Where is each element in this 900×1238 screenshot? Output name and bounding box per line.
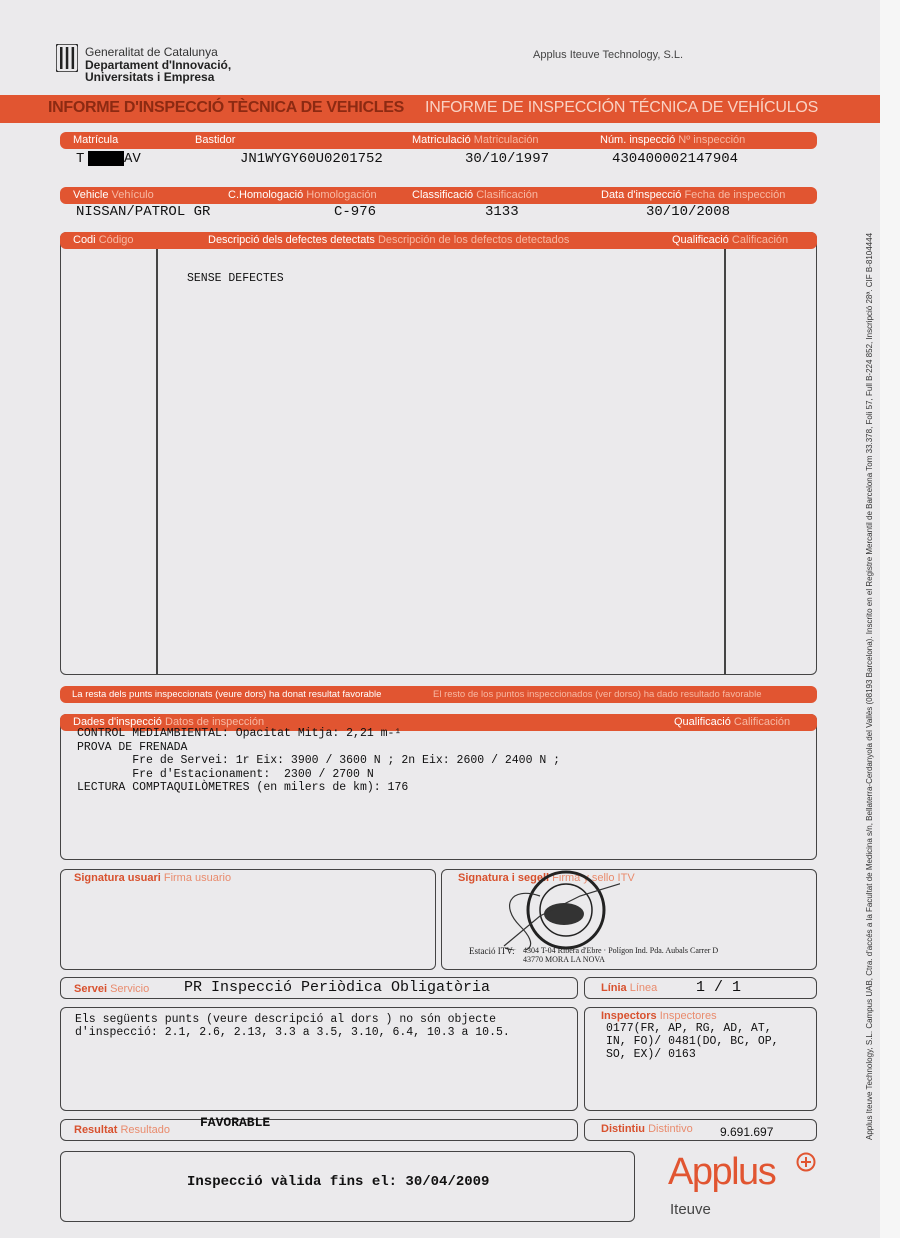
inspectors-es: Inspectores bbox=[659, 1010, 717, 1022]
defects-table bbox=[60, 232, 817, 675]
label-matriculacio: Matriculació bbox=[412, 134, 471, 146]
label-qualificacio: Qualificació bbox=[672, 234, 729, 246]
value-bastidor: JN1WYGY60U0201752 bbox=[240, 151, 383, 167]
value-num-inspeccio: 430400002147904 bbox=[612, 151, 739, 167]
servei-value: PR Inspecció Periòdica Obligatòria bbox=[184, 979, 491, 996]
label-num-inspeccio: Núm. inspecció bbox=[600, 134, 676, 146]
resta-es: El resto de los puntos inspeccionados (ver dorso) ha dado resultado favorable bbox=[433, 689, 762, 700]
value-vehicle: NISSAN/PATROL GR bbox=[76, 204, 211, 220]
inspectors-ca: Inspectors bbox=[601, 1010, 657, 1022]
signatura-itv-es: Firma y sello ITV bbox=[552, 872, 635, 884]
inspectors-line3: SO, EX)/ 0163 bbox=[606, 1048, 696, 1061]
signatura-usuari-ca: Signatura usuari bbox=[74, 872, 161, 884]
side-legal-text: Applus Iteuve Technology, S.L. Campus UAB, Ctra. d'accés a la Facultat de Medicina s/n, Bellaterra-Cerdanyola del Vallès (08193 Barcelona). Inscrito en el Registre Mercantil de Barcelona Tom 33.378, Foli 57, Full B-224 852, Inscripció 28ª. CIF B-8104444 bbox=[865, 232, 874, 1140]
label-codi-es: Código bbox=[98, 234, 134, 246]
distintiu-value: 9.691.697 bbox=[720, 1125, 774, 1139]
redaction-block bbox=[88, 151, 124, 166]
dades-line1: CONTROL MEDIAMBIENTAL: Opacitat Mitja: 2,21 m-¹ bbox=[77, 727, 402, 740]
value-matriculacio: 30/10/1997 bbox=[465, 151, 550, 167]
label-distintiu bbox=[601, 1123, 693, 1135]
label-descripcio: Descripció dels defectes detectats bbox=[208, 234, 375, 246]
label-classificacio: Classificació bbox=[412, 189, 474, 201]
resultat-ca: Resultat bbox=[74, 1124, 118, 1136]
title-es: INFORME DE INSPECCIÓN TÉCNICA DE VEHÍCULOS bbox=[425, 99, 819, 116]
stamp-label: Estació ITV: bbox=[469, 946, 515, 956]
dades-line2: PROVA DE FRENADA bbox=[77, 741, 188, 754]
label-data-inspeccio: Data d'inspecció bbox=[601, 189, 682, 201]
distintiu-es: Distintivo bbox=[648, 1123, 693, 1135]
label-vehicle: Vehicle bbox=[73, 189, 109, 201]
iteuve-text: Iteuve bbox=[670, 1201, 711, 1218]
label-dades-es: Datos de inspección bbox=[165, 716, 265, 728]
company-name: Applus Iteuve Technology, S.L. bbox=[533, 49, 684, 61]
label-servei bbox=[74, 983, 149, 995]
value-matricula-suffix: AV bbox=[124, 151, 141, 167]
value-matricula-prefix: T bbox=[76, 151, 85, 167]
label-matriculacio-es: Matriculación bbox=[473, 134, 539, 146]
label-data-inspeccio-es: Fecha de inspección bbox=[684, 189, 786, 201]
dades-line5: LECTURA COMPTAQUILÒMETRES (en milers de km): 176 bbox=[77, 781, 409, 794]
gov-line1: Generalitat de Catalunya bbox=[85, 45, 218, 59]
row2-header-bar bbox=[60, 187, 817, 204]
signatura-usuari-es: Firma usuario bbox=[163, 872, 232, 884]
title-ca: INFORME D'INSPECCIÓ TÈCNICA DE VEHICLES bbox=[48, 99, 404, 116]
label-resultat bbox=[74, 1124, 170, 1136]
value-homologacio: C-976 bbox=[334, 204, 377, 220]
linia-ca: Línia bbox=[601, 982, 627, 994]
observacions-line2: d'inspecció: 2.1, 2.6, 2.13, 3.3 a 3.5, 3.10, 6.4, 10.3 a 10.5. bbox=[75, 1026, 510, 1039]
defects-col-divider-2 bbox=[724, 249, 726, 675]
dades-line4: Fre d'Estacionament: 2300 / 2700 N bbox=[77, 768, 374, 781]
label-dades-qualificacio-es: Calificación bbox=[733, 716, 791, 728]
inspectors-line1: 0177(FR, AP, RG, AD, AT, bbox=[606, 1022, 772, 1035]
resultat-value: FAVORABLE bbox=[200, 1115, 271, 1130]
label-classificacio-es: Clasificación bbox=[476, 189, 538, 201]
label-vehicle-es: Vehículo bbox=[111, 189, 154, 201]
label-num-inspeccio-es: Nº inspección bbox=[678, 134, 746, 146]
resta-bar bbox=[60, 686, 817, 703]
row1-header-bar bbox=[60, 132, 817, 149]
signatura-itv-ca: Signatura i segell bbox=[458, 872, 550, 884]
defects-content: SENSE DEFECTES bbox=[187, 272, 284, 285]
servei-ca: Servei bbox=[74, 983, 108, 995]
observacions-line1: Els següents punts (veure descripció al dors ) no són objecte bbox=[75, 1013, 496, 1026]
paper-edge bbox=[880, 0, 900, 1238]
stamp-line2: 43770 MORA LA NOVA bbox=[523, 955, 605, 964]
signatura-usuari-box bbox=[60, 869, 436, 970]
label-homologacio-es: Homologación bbox=[306, 189, 377, 201]
label-dades-qualificacio: Qualificació bbox=[674, 716, 731, 728]
value-data-inspeccio: 30/10/2008 bbox=[646, 204, 731, 220]
resultat-es: Resultado bbox=[120, 1124, 171, 1136]
gov-line3: Universitats i Empresa bbox=[85, 70, 215, 84]
distintiu-ca: Distintiu bbox=[601, 1123, 645, 1135]
label-descripcio-es: Descripción de los defectos detectados bbox=[377, 234, 570, 246]
validity-text: Inspecció vàlida fins el: 30/04/2009 bbox=[187, 1174, 490, 1190]
plus-icon bbox=[796, 1152, 816, 1172]
label-dades: Dades d'inspecció bbox=[73, 716, 162, 728]
resta-ca: La resta dels punts inspeccionats (veure dors) ha donat resultat favorable bbox=[72, 689, 382, 700]
label-codi: Codi bbox=[73, 234, 96, 246]
dades-line3: Fre de Servei: 1r Eix: 3900 / 3600 N ; 2n Eix: 2600 / 2400 N ; bbox=[77, 754, 561, 767]
label-linia bbox=[601, 982, 657, 994]
inspectors-line2: IN, FO)/ 0481(DO, BC, OP, bbox=[606, 1035, 779, 1048]
applus-logo: Applus bbox=[668, 1151, 776, 1193]
generalitat-logo bbox=[56, 44, 78, 72]
value-classificacio: 3133 bbox=[485, 204, 519, 220]
itv-stamp bbox=[500, 866, 620, 950]
defects-header-bar bbox=[60, 232, 817, 249]
label-qualificacio-es: Calificación bbox=[731, 234, 789, 246]
servei-es: Servicio bbox=[110, 983, 150, 995]
linia-es: Línea bbox=[629, 982, 658, 994]
linia-value: 1 / 1 bbox=[696, 979, 742, 996]
gov-line2: Departament d'Innovació, bbox=[85, 58, 232, 72]
label-inspectors bbox=[601, 1010, 717, 1022]
label-homologacio: C.Homologació bbox=[228, 189, 304, 201]
stamp-line1: 4304 T-04 Ribera d'Ebre · Polígon Ind. Pda. Aubals Carrer D bbox=[523, 946, 719, 955]
label-signatura-usuari bbox=[74, 872, 231, 884]
label-matricula: Matrícula bbox=[73, 134, 119, 146]
label-bastidor: Bastidor bbox=[195, 134, 236, 146]
defects-col-divider-1 bbox=[156, 249, 158, 675]
